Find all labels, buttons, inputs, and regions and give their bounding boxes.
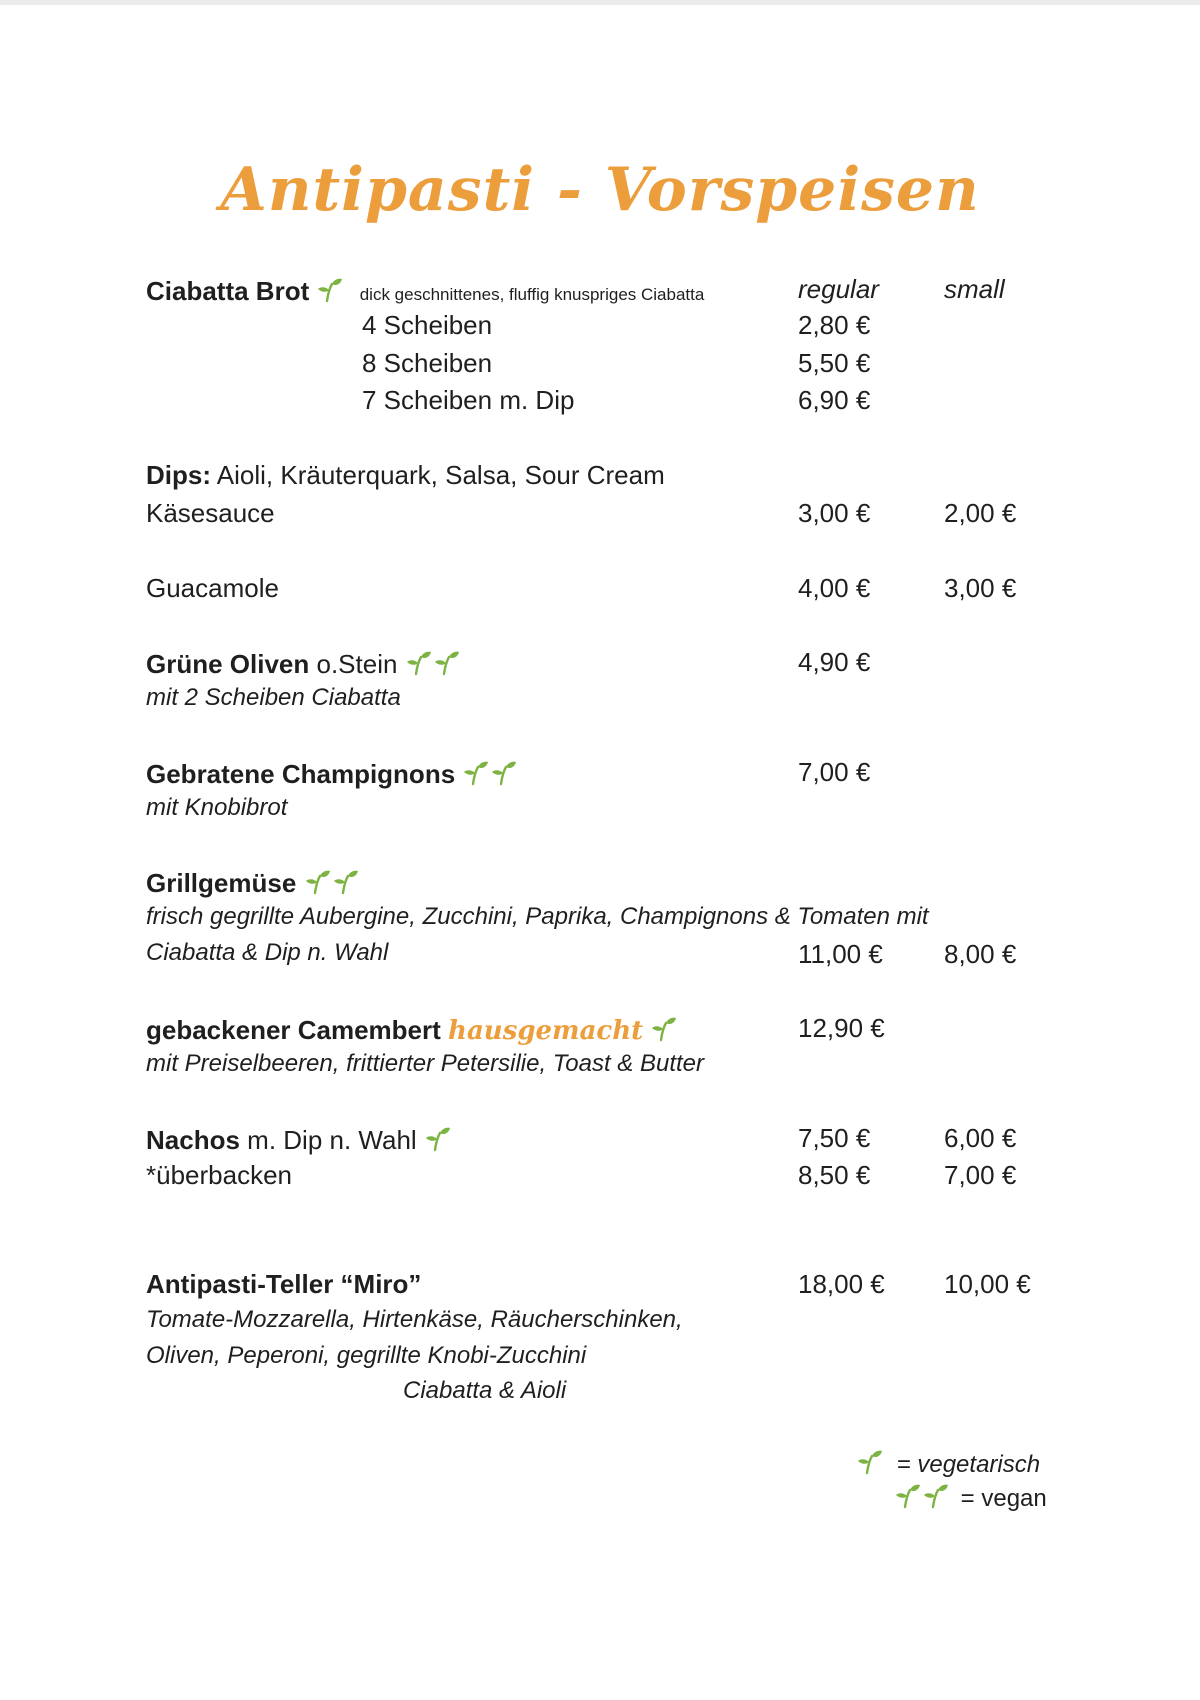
price-regular: 3,00 € [798, 498, 871, 528]
item-name: Gebratene Champignons [146, 759, 456, 789]
sprout-icon [405, 649, 433, 677]
menu-item-guacamole: Guacamole [146, 573, 279, 603]
sprout-icon [894, 1482, 922, 1510]
item-description: Ciabatta & Aioli [403, 1377, 567, 1404]
price-regular: 7,00 € [798, 757, 871, 787]
price-regular: 5,50 € [798, 348, 871, 378]
legend-label: = vegetarisch [896, 1451, 1041, 1478]
menu-item-dips [146, 462, 665, 488]
option-label: 7 Scheiben m. Dip [362, 385, 575, 415]
sprout-icon [304, 868, 332, 896]
price-small: 2,00 € [944, 498, 1017, 528]
legend-vegan [894, 1482, 1047, 1511]
option-label: 8 Scheiben [362, 348, 493, 378]
item-description: mit 2 Scheiben Ciabatta [146, 684, 401, 711]
sprout-icon [332, 868, 360, 896]
item-name: gebackener Camembert [146, 1015, 441, 1045]
price-regular: 8,50 € [798, 1160, 871, 1190]
item-description: Ciabatta & Dip n. Wahl [146, 939, 389, 966]
item-name: Dips: [146, 460, 211, 490]
price-small: 8,00 € [944, 939, 1017, 969]
column-header-small: small [944, 274, 1005, 304]
price-regular: 6,90 € [798, 385, 871, 415]
top-border [0, 0, 1200, 5]
item-description: dick geschnittenes, fluffig knuspriges Ciabatta [359, 285, 705, 304]
item-name: Grillgemüse [146, 868, 297, 898]
menu-item-grillgemuese [146, 868, 360, 896]
homemade-tag: hausgemacht [448, 1016, 644, 1046]
price-regular: 2,80 € [798, 310, 871, 340]
item-description: Tomate-Mozzarella, Hirtenkäse, Räucherschinken, [146, 1306, 683, 1333]
item-name: Grüne Oliven [146, 649, 310, 679]
item-name: Ciabatta Brot [146, 276, 310, 306]
sprout-icon [316, 276, 344, 304]
item-suffix: o.Stein [316, 649, 398, 679]
price-regular: 7,50 € [798, 1123, 871, 1153]
price-regular: 4,90 € [798, 647, 871, 677]
menu-item-champignons [146, 759, 518, 787]
legend-vegetarisch [856, 1448, 1040, 1477]
menu-item-oliven [146, 649, 461, 677]
item-description: mit Preiselbeeren, frittierter Petersilie, Toast & Butter [146, 1050, 704, 1077]
item-description: Oliven, Peperoni, gegrillte Knobi-Zucchini [146, 1342, 587, 1369]
price-small: 3,00 € [944, 573, 1017, 603]
sprout-icon [650, 1015, 678, 1043]
column-header-regular: regular [798, 274, 879, 304]
legend-label: = vegan [960, 1485, 1047, 1512]
page-title: Antipasti - Vorspeisen [220, 155, 980, 225]
menu-item-antipasti-teller: Antipasti-Teller “Miro” [146, 1269, 422, 1299]
sprout-icon [856, 1448, 884, 1476]
price-small: 6,00 € [944, 1123, 1017, 1153]
item-suffix: m. Dip n. Wahl [247, 1125, 417, 1155]
sprout-icon [462, 759, 490, 787]
menu-item-kaesesauce: Käsesauce [146, 498, 275, 528]
price-regular: 12,90 € [798, 1013, 885, 1043]
item-name: Nachos [146, 1125, 240, 1155]
option-label: 4 Scheiben [362, 310, 493, 340]
menu-item-nachos [146, 1125, 452, 1153]
price-regular: 18,00 € [798, 1269, 885, 1299]
sprout-icon [424, 1125, 452, 1153]
sprout-icon [490, 759, 518, 787]
item-description: mit Knobibrot [146, 794, 288, 821]
sprout-icon [922, 1482, 950, 1510]
price-small: 10,00 € [944, 1269, 1031, 1299]
dips-list: Aioli, Kräuterquark, Salsa, Sour Cream [216, 460, 665, 490]
item-description: frisch gegrillte Aubergine, Zucchini, Paprika, Champignons & Tomaten mit [146, 903, 929, 930]
price-small: 7,00 € [944, 1160, 1017, 1190]
price-regular: 4,00 € [798, 573, 871, 603]
sprout-icon [433, 649, 461, 677]
menu-item-camembert [146, 1015, 678, 1044]
menu-item-ciabatta [146, 276, 704, 304]
price-regular: 11,00 € [798, 939, 883, 969]
option-label: *überbacken [146, 1160, 292, 1190]
